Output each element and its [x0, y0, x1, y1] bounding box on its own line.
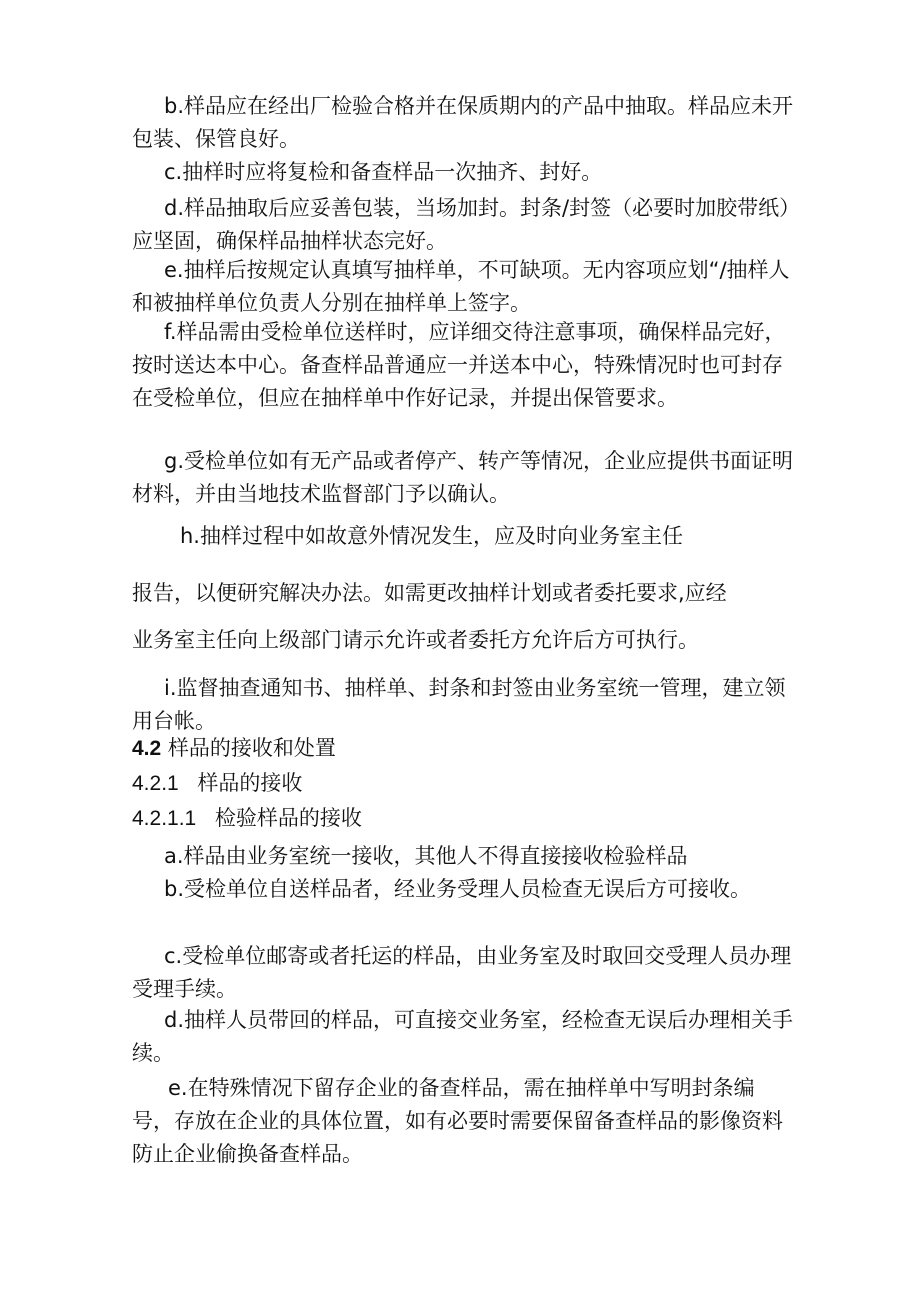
paragraph-a-unified-receipt: a.样品由业务室统一接收，其他人不得直接接收检验样品	[164, 844, 688, 868]
paragraph-h-line-3: 业务室主任向上级部门请示允许或者委托方允许后方可执行。	[132, 628, 699, 652]
paragraph-d-returned-samples: d.抽样人员带回的样品，可直接交业务室，经检查无误后办理相关手续。	[132, 1008, 794, 1065]
paragraph-c-mailed-samples: c.受检单位邮寄或者托运的样品，由业务室及时取回交受理人员办理受理手续。	[132, 944, 792, 1001]
paragraph-b-self-delivered: b.受检单位自送样品者，经业务受理人员检查无误后方可接收。	[164, 877, 752, 901]
section-number: 4.2.1	[132, 772, 179, 795]
paragraph-e-fill-sampling-form: e.抽样后按规定认真填写抽样单，不可缺项。无内容项应划“/抽样人和被抽样单位负责人分别在抽样单上签字。	[132, 258, 790, 315]
paragraph-g-no-product-proof: g.受检单位如有无产品或者停产、转产等情况，企业应提供书面证明材料，并由当地技术监督部门予以确认。	[132, 449, 794, 506]
paragraph-e-retained-samples: e.在特殊情况下留存企业的备查样品，需在抽样单中写明封条编号，存放在企业的具体位置，如有必要时需要保留备查样品的影像资料防止企业偷换备查样品。	[132, 1076, 783, 1166]
section-title: 样品的接收	[197, 771, 303, 795]
paragraph-b-sampling-source: b.样品应在经出厂检验合格并在保质期内的产品中抽取。样品应未开包装、保管良好。	[132, 94, 794, 151]
section-number: 4.2.1.1	[132, 807, 197, 830]
section-number: 4.2	[132, 737, 162, 760]
section-heading-4-2-1-1	[132, 803, 362, 834]
section-heading-4-2-1	[132, 768, 302, 799]
section-title: 样品的接收和处置	[167, 736, 336, 760]
paragraph-c-sampling-complete: c.抽样时应将复检和备查样品一次抽齐、封好。	[164, 160, 603, 184]
paragraph-i-document-management: i.监督抽查通知书、抽样单、封条和封签由业务室统一管理，建立领用台帐。	[132, 676, 786, 733]
paragraph-f-sample-delivery: f.样品需由受检单位送样时，应详细交待注意事项，确保样品完好，按时送达本中心。备查样品普通应一并送本中心，特殊情况时也可封存在受检单位，但应在抽样单中作好记录，并提出保管要求。	[132, 320, 786, 410]
section-heading-4-2	[132, 733, 336, 764]
section-title: 检验样品的接收	[214, 806, 362, 830]
paragraph-h-line-2: 报告，以便研究解决办法。如需更改抽样计划或者委托要求,应经	[132, 581, 727, 605]
paragraph-d-packaging-seal: d.样品抽取后应妥善包装，当场加封。封条/封签（必要时加胶带纸）应坚固，确保样品抽样状态完好。	[132, 196, 790, 253]
paragraph-h-line-1: h.抽样过程中如故意外情况发生，应及时向业务室主任	[180, 524, 683, 548]
